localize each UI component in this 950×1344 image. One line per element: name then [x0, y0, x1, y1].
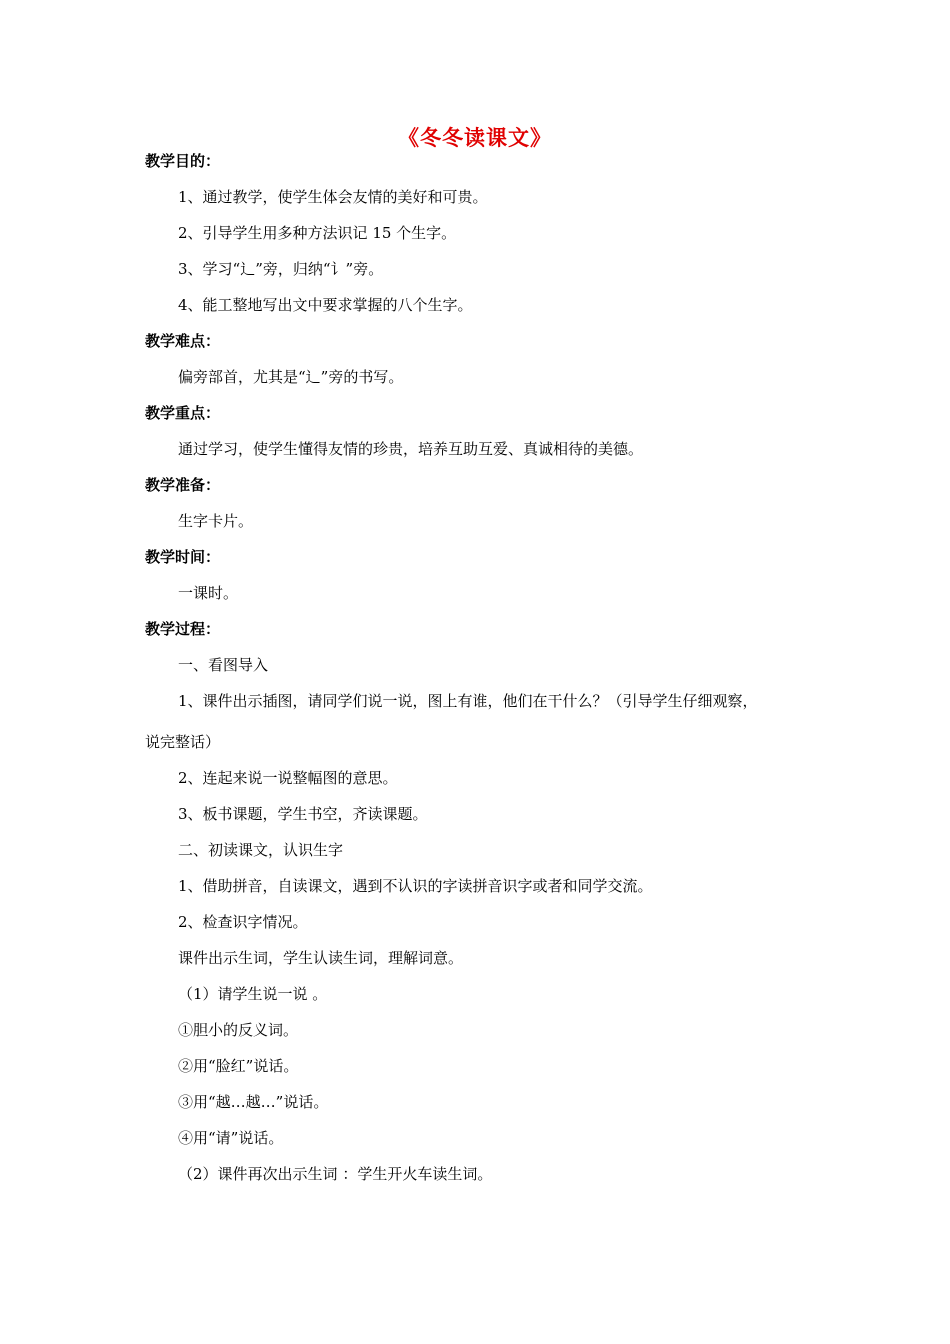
heading-objectives: 教学目的：	[145, 152, 221, 170]
process-step-1-2: 2、连起来说一说整幅图的意思。	[178, 769, 398, 787]
heading-difficulty: 教学难点：	[145, 332, 221, 350]
time-text: 一课时。	[178, 584, 239, 602]
process-step-1-1: 1、课件出示插图，请同学们说一说，图上有谁，他们在干什么？（引导学生仔细观察，	[178, 692, 758, 710]
process-subitem-1-c: ③用“越…越…”说话。	[178, 1093, 329, 1111]
objective-3: 3、学习“辶”旁，归纳“讠”旁。	[178, 260, 384, 278]
objective-4: 4、能工整地写出文中要求掌握的八个生字。	[178, 296, 473, 314]
heading-key-points: 教学重点：	[145, 404, 221, 422]
objective-1: 1、通过教学，使学生体会友情的美好和可贵。	[178, 188, 488, 206]
process-step-1-3: 3、板书课题，学生书空，齐读课题。	[178, 805, 428, 823]
process-section-2: 二、初读课文，认识生字	[178, 841, 344, 859]
process-section-1: 一、看图导入	[178, 656, 269, 674]
process-step-1-1-continued: 说完整话）	[145, 733, 221, 751]
heading-time: 教学时间：	[145, 548, 221, 566]
preparation-text: 生字卡片。	[178, 512, 254, 530]
process-subitem-1: （1）请学生说一说 。	[178, 985, 328, 1003]
difficulty-text: 偏旁部首，尤其是“辶”旁的书写。	[178, 368, 404, 386]
process-subitem-1-a: ①胆小的反义词。	[178, 1021, 299, 1039]
document-title: 《冬冬读课文》	[398, 125, 552, 150]
key-points-text: 通过学习，使学生懂得友情的珍贵，培养互助互爱、真诚相待的美德。	[178, 440, 644, 458]
process-subitem-1-d: ④用“请”说话。	[178, 1129, 284, 1147]
process-step-2-2: 2、检查识字情况。	[178, 913, 308, 931]
process-step-2-2-detail: 课件出示生词，学生认读生词，理解词意。	[178, 949, 464, 967]
process-step-2-1: 1、借助拼音，自读课文，遇到不认识的字读拼音识字或者和同学交流。	[178, 877, 653, 895]
process-subitem-1-b: ②用“脸红”说话。	[178, 1057, 299, 1075]
heading-preparation: 教学准备：	[145, 476, 221, 494]
process-subitem-2: （2）课件再次出示生词 ：学生开火车读生词。	[178, 1165, 493, 1183]
objective-2: 2、引导学生用多种方法识记 15 个生字。	[178, 224, 457, 242]
heading-process: 教学过程：	[145, 620, 221, 638]
